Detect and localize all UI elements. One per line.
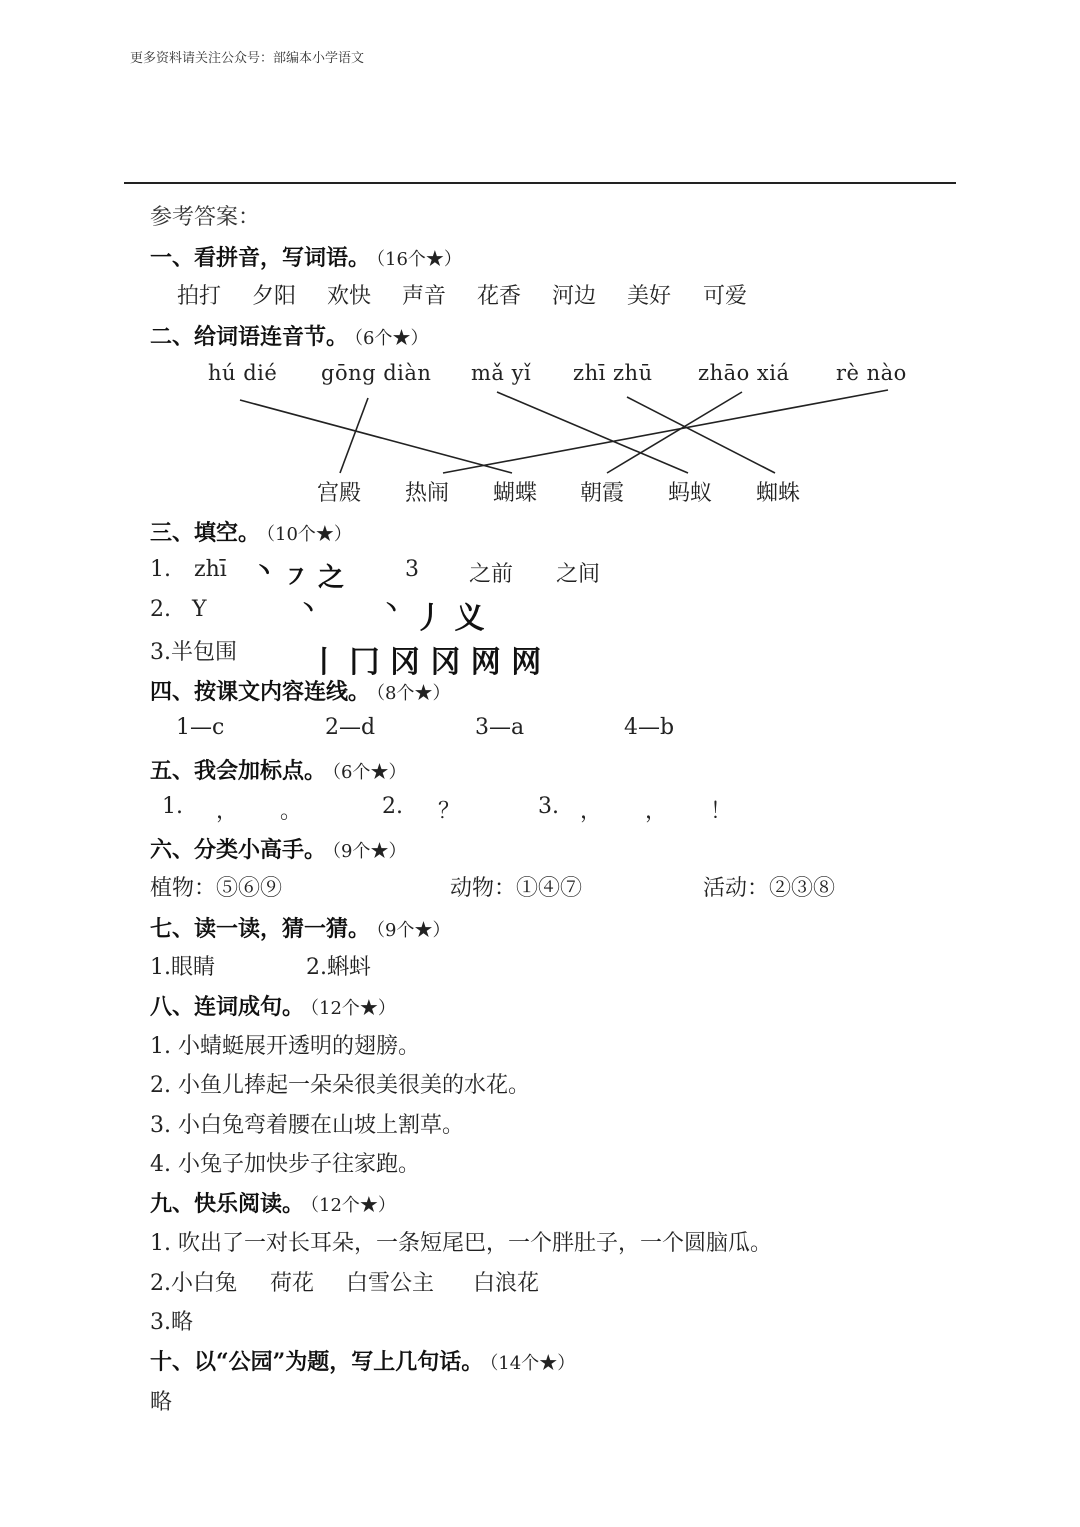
s1-word: 花香 bbox=[477, 284, 522, 309]
s9-answer-2: 荷花 bbox=[270, 1271, 315, 1296]
s2-pinyin: hú dié bbox=[208, 361, 278, 385]
s5-punct: 。 bbox=[280, 799, 303, 824]
s5-item: 3. bbox=[538, 794, 559, 819]
section-4-points: （8个★） bbox=[376, 683, 451, 704]
s6-category: 植物：⑤⑥⑨ bbox=[150, 876, 283, 901]
s5-punct: ， bbox=[580, 799, 603, 824]
match-line-zhaoxia bbox=[607, 392, 742, 473]
s4-answer: 3—a bbox=[475, 715, 525, 740]
s2-word: 热闹 bbox=[405, 481, 450, 506]
s1-word: 夕阳 bbox=[252, 284, 297, 309]
section-6-heading: 六、分类小高手。 （9个★） bbox=[150, 837, 407, 863]
s2-word: 宫殿 bbox=[317, 481, 362, 506]
s3-row2-number: 2. bbox=[150, 597, 171, 622]
s2-word: 蝴蝶 bbox=[493, 481, 538, 506]
s2-pinyin: gōng diàn bbox=[321, 361, 432, 385]
section-3-heading: 三、填空。 （10个★） bbox=[150, 520, 352, 546]
section-2-heading: 二、给词语连音节。 （6个★） bbox=[150, 324, 429, 350]
s4-answer: 1—c bbox=[176, 715, 225, 740]
s1-word: 河边 bbox=[552, 284, 597, 309]
section-1-heading: 一、看拼音，写词语。 （16个★） bbox=[150, 245, 462, 271]
s9-answer-2: 白浪花 bbox=[473, 1271, 540, 1296]
s6-category: 动物：①④⑦ bbox=[450, 876, 583, 901]
s8-sentence: 2. 小鱼儿捧起一朵朵很美很美的水花。 bbox=[150, 1073, 530, 1098]
s1-word: 声音 bbox=[402, 284, 447, 309]
s3-row1-word: 之前 bbox=[469, 562, 514, 587]
s2-pinyin: zhāo xiá bbox=[698, 361, 790, 385]
s3-row3-label: 3.半包围 bbox=[150, 640, 237, 665]
s2-pinyin: mǎ yǐ bbox=[471, 361, 532, 385]
section-6-points: （9个★） bbox=[332, 841, 407, 862]
s3-row1-count: 3 bbox=[405, 557, 419, 582]
s3-row2-stroke: 丶 bbox=[297, 597, 320, 622]
s5-punct: ， bbox=[645, 799, 668, 824]
s3-row3-strokes: 丨 冂 冈 冈 网 网 bbox=[309, 645, 542, 680]
s10-answer: 略 bbox=[150, 1390, 173, 1415]
s1-word: 拍打 bbox=[177, 284, 222, 309]
section-2-points: （6个★） bbox=[354, 328, 429, 349]
section-9-points: （12个★） bbox=[310, 1195, 396, 1216]
section-4-heading: 四、按课文内容连线。 （8个★） bbox=[150, 679, 451, 705]
s3-row1-word: 之间 bbox=[556, 562, 601, 587]
header-note: 更多资料请关注公众号：部编本小学语文 bbox=[130, 51, 365, 66]
s3-row2-strokes: 丿 义 bbox=[414, 601, 485, 636]
s3-row1-number: 1. bbox=[150, 557, 171, 582]
s8-sentence: 1. 小蜻蜓展开透明的翅膀。 bbox=[150, 1034, 420, 1059]
s5-punct: ， bbox=[216, 799, 239, 824]
s9-answer-2: 2.小白兔 bbox=[150, 1271, 237, 1296]
s9-answer-3: 3.略 bbox=[150, 1310, 193, 1335]
s3-row1-pinyin: zhī bbox=[194, 557, 227, 582]
s4-answer: 4—b bbox=[624, 715, 675, 740]
s8-sentence: 4. 小兔子加快步子往家跑。 bbox=[150, 1152, 420, 1177]
section-7-points: （9个★） bbox=[376, 920, 451, 941]
s3-row1-stroke: 丶 bbox=[252, 557, 276, 585]
s6-category: 活动：②③⑧ bbox=[703, 876, 836, 901]
match-line-renao bbox=[443, 390, 888, 473]
section-9-heading: 九、快乐阅读。 （12个★） bbox=[150, 1191, 396, 1217]
section-8-heading: 八、连词成句。 （12个★） bbox=[150, 994, 396, 1020]
s2-pinyin: zhī zhū bbox=[573, 361, 653, 385]
section-10-points: （14个★） bbox=[489, 1353, 576, 1374]
s8-sentence: 3. 小白兔弯着腰在山坡上割草。 bbox=[150, 1113, 464, 1138]
s3-row2-stroke: 丶 bbox=[380, 597, 403, 622]
s5-punct: ？ bbox=[438, 799, 461, 824]
s2-word: 蚂蚁 bbox=[668, 481, 713, 506]
s2-word: 蜘蛛 bbox=[756, 481, 801, 506]
section-1-points: （16个★） bbox=[376, 249, 462, 270]
s1-word: 可爱 bbox=[703, 284, 748, 309]
s2-pinyin: rè nào bbox=[836, 361, 907, 385]
section-7-heading: 七、读一读，猜一猜。 （9个★） bbox=[150, 916, 451, 942]
s7-answer: 2.蝌蚪 bbox=[306, 955, 371, 980]
s4-answer: 2—d bbox=[325, 715, 376, 740]
match-line-hudie bbox=[240, 400, 512, 473]
s5-item: 1. bbox=[162, 794, 183, 819]
s7-answer: 1.眼睛 bbox=[150, 955, 215, 980]
matching-lines bbox=[0, 0, 1080, 520]
section-3-points: （10个★） bbox=[266, 524, 352, 545]
section-5-points: （6个★） bbox=[332, 762, 407, 783]
s1-word: 欢快 bbox=[327, 284, 372, 309]
section-8-points: （12个★） bbox=[310, 998, 396, 1019]
s5-punct: ！ bbox=[710, 799, 733, 824]
s1-word: 美好 bbox=[627, 284, 672, 309]
s9-answer-2: 白雪公主 bbox=[346, 1271, 435, 1296]
section-10-heading: 十、以“公园”为题，写上几句话。 （14个★） bbox=[150, 1349, 576, 1375]
section-5-heading: 五、我会加标点。 （6个★） bbox=[150, 758, 407, 784]
s9-answer-1: 1. 吹出了一对长耳朵，一条短尾巴，一个胖肚子，一个圆脑瓜。 bbox=[150, 1231, 772, 1256]
s3-row2-letter: Y bbox=[192, 597, 207, 622]
s3-row1-strokes: ㇇ 之 bbox=[283, 563, 345, 593]
s5-item: 2. bbox=[382, 794, 403, 819]
page-title: 参考答案： bbox=[150, 205, 261, 230]
match-line-gongdian bbox=[340, 398, 368, 473]
s2-word: 朝霞 bbox=[580, 481, 625, 506]
